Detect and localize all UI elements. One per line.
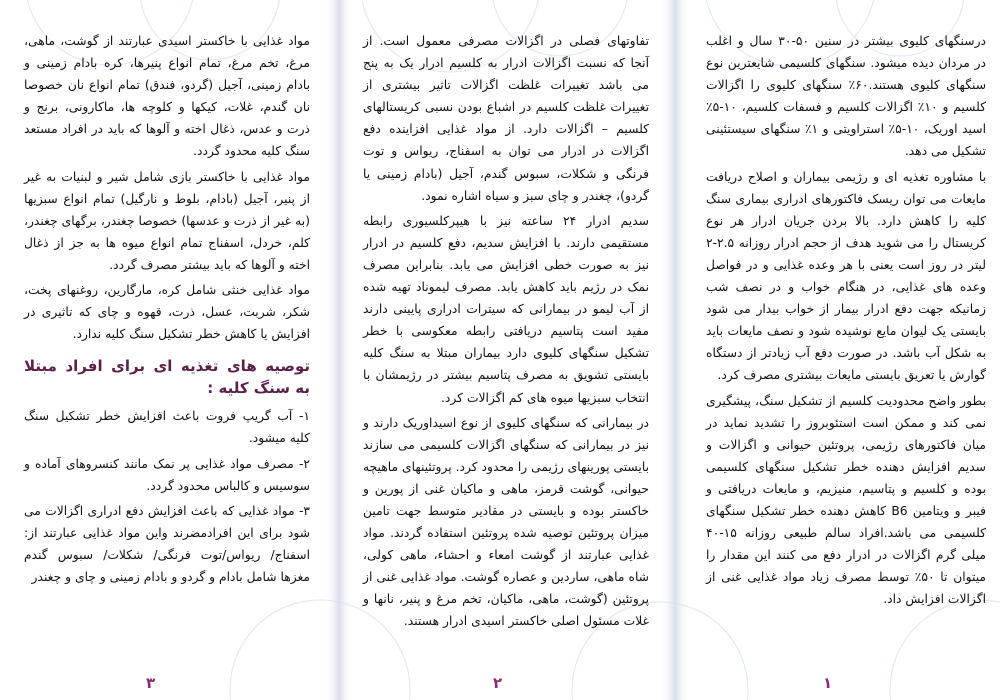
paragraph: با مشاوره تغذیه ای و رژیمی بیماران و اصلاح دریافت مایعات می توان ریسک فاکتورهای ادراری بیماری سنگ کلیه را کاهش دارد. بالا بردن جریان ادرار هر نوع کریستال را می شوید هدف از حجم ادرار روزانه ۲.۵-۲ لیتر در روز است یعنی با هر وعده غذایی و در فواصل وعده های غذایی، در هنگام خواب و در نصف شب زمانیکه جهت دفع ادرار بیمار از خواب بیدار می شود بایستی یک لیوان مایع نوشیده شود و نصف مایعات باید به شکل آب باشد. در صورت دفع آب زیادتر از دستگاه گوارش یا تعریق بایستی مایعات بیشتری مصرف کرد.	[706, 169, 986, 383]
list-item: ۳- مواد غذایی که باعث افزایش دفع ادراری اگزالات می شود برای این افرادمضرند واین مواد غذایی عبارتند از: اسفناج/ ریواس/توت فرنگی/ شکلات/ سبوس گندم مغزها شامل بادام و گردو و بادام زمینی و چای و چغندر	[24, 503, 310, 584]
list-item: ۲- مصرف مواد غذایی پر نمک مانند کنسروهای آماده و سوسیس و کالباس محدود گردد.	[24, 456, 310, 493]
page-number: ۱	[823, 674, 833, 692]
column-page-2	[353, 22, 659, 666]
paragraph: بطور واضح محدودیت کلسیم از تشکیل سنگ، پیشگیری نمی کند و ممکن است استئوبروز را تشدید نماید در میان فاکتورهای رژیمی، پروتئین حیوانی و اگزالات و سدیم افزایش دهنده خطر تشکیل سنگهای کلسیمی بوده و کلسیم و پتاسیم، منیزیم، و مایعات دریافتی و فیبر و ویتامین B6 کاهش دهنده خطر تشکیل سنگهای کلسیمی می باشد.افراد سالم طبیعی روزانه ۱۵-۴۰ میلی گرم اگزالات در ادرار دفع می کنند این مقدار را میتوان تا ۵۰٪ توسط مصرف زیاد مواد غذایی غنی از اگزالات افزایش داد.	[706, 393, 987, 607]
list-item: ۱- آب گریپ فروت باعث افزایش خطر تشکیل سنگ کلیه میشود.	[24, 409, 310, 446]
paragraph: سدیم ادرار ۲۴ ساعته نیز با هیپرکلسیوری رابطه مستقیمی دارند. با افزایش سدیم، دفع کلسیم در ادرار نیز به صورت خطی افزایش می یابد. بنابراین مصرف نمک در رژیم باید کاهش یابد. مصرف لیموناد تهیه شده از آب لیمو در بیمارانی که سیترات ادراری پایینی دارند مفید است پتاسیم دریافتی رابطه معکوسی با خطر تشکیل سنگهای کلیوی دارد بیماران مبتلا به سنگ کلیه بایستی تشویق به مصرف پتاسیم بیشتر در رژیمشان با انتخاب سبزیها میوه های کم اگزالات کرد.	[363, 213, 649, 405]
column-page-3	[14, 22, 320, 666]
page-number: ۳	[146, 674, 156, 692]
paragraph: مواد غذایی با خاکستر اسیدی عبارتند از گوشت، ماهی، مرغ، تخم مرغ، تمام انواع پنیرها، کره بادام زمینی و بادام زمینی، آجیل (گردو، فندق) تمام انواع نان خصوصا نان گندم، غلات، کیکها و کلوچه ها، ماکارونی، برنج و ذرت و عدس، ذغال اخته و آلوها که باید در افراد مستعد سنگ کلیه محدود گردد.	[24, 34, 310, 159]
paragraph: در بیمارانی که سنگهای کلیوی از نوع اسیداوریک دارند و نیز در بیمارانی که سنگهای اگزالات کلسیمی می سازند بایستی پورینهای رژیمی را محدود کرد. پروتئینهای ماهیچه حیوانی، گوشت قرمز، ماهی و ماکیان غنی از پورین و خاکستر بوده و بایستی در مقادیر متوسط جهت تامین میزان پروتئین توصیه شده پروتئین استفاده گردند. مواد غذایی عبارتند از گوشت امعاء و احشاء، ماهی کولی، شاه ماهی، ساردین و عصاره گوشت. مواد غذایی غنی از پروتئین (گوشت، ماهی، ماکیان، تخم مرغ و پنیر، نانها و غلات مسئول اصلی خاکستر اسیدی ادرار هستند.	[363, 415, 649, 629]
paragraph: مواد غذایی خنثی شامل کره، مارگارین، روغنهای پخت، شکر، شربت، عسل، ذرت، قهوه و چای که تاثیری در افزایش یا کاهش خطر تشکیل سنگ کلیه ندارد.	[24, 283, 310, 342]
paragraph: مواد غذایی با خاکستر بازی شامل شیر و لبنیات به غیر از پنیر، آجیل (بادام، بلوط و نارگیل) تمام انواع سبزیها (به غیر از ذرت و عدسها) خصوصا چغندر، برگهای چغندر، کلم، خردل، اسفناج تمام انواع میوه ها به جز از ذغال اخته و آلوها که باید بیشتر مصرف گردد.	[24, 169, 310, 272]
page-number: ۲	[493, 674, 503, 692]
paragraph: درسنگهای کلیوی بیشتر در سنین ۵۰-۳۰ سال و اغلب در مردان دیده میشود. سنگهای کلسیمی شایعترین نوع سنگهای کلیوی هستند.۶۰٪ سنگهای کلیوی را اگزالات کلسیم و ۱۰٪ اگزالات کلسیم و فسفات کلسیم، ۱۰-۵٪ اسید اوریک، ۱۰-۵٪ استراویتی و ۱٪ سنگهای سیستئینی تشکیل می دهد.	[706, 34, 987, 159]
section-heading: توصیه های تغذیه ای برای افراد مبتلا به سنگ کلیه :	[24, 357, 310, 398]
column-page-1	[696, 22, 996, 666]
paragraph: تفاوتهای فصلی در اگزالات مصرفی معمول است. از آنجا که نسبت اگزالات ادرار به کلسیم ادرار یک به پنج می باشد تغییرات غلظت اگزالات تاثیر بیشتری از تغییرات غلظت کلسیم در اشباع بودن نسبی کریستالهای کلسیم – اگزالات دارد. از مواد غذایی افزاینده دفع اگزالات در ادرار می توان به اسفناج، ریواس و توت فرنگی و شکلات، سبوس گندم، آجیل (بادام زمینی یا گردو)، چغندر و چای سبز و سیاه اشاره نمود.	[363, 34, 649, 203]
fold-shadow-right	[660, 0, 690, 700]
fold-shadow-left	[325, 0, 353, 700]
